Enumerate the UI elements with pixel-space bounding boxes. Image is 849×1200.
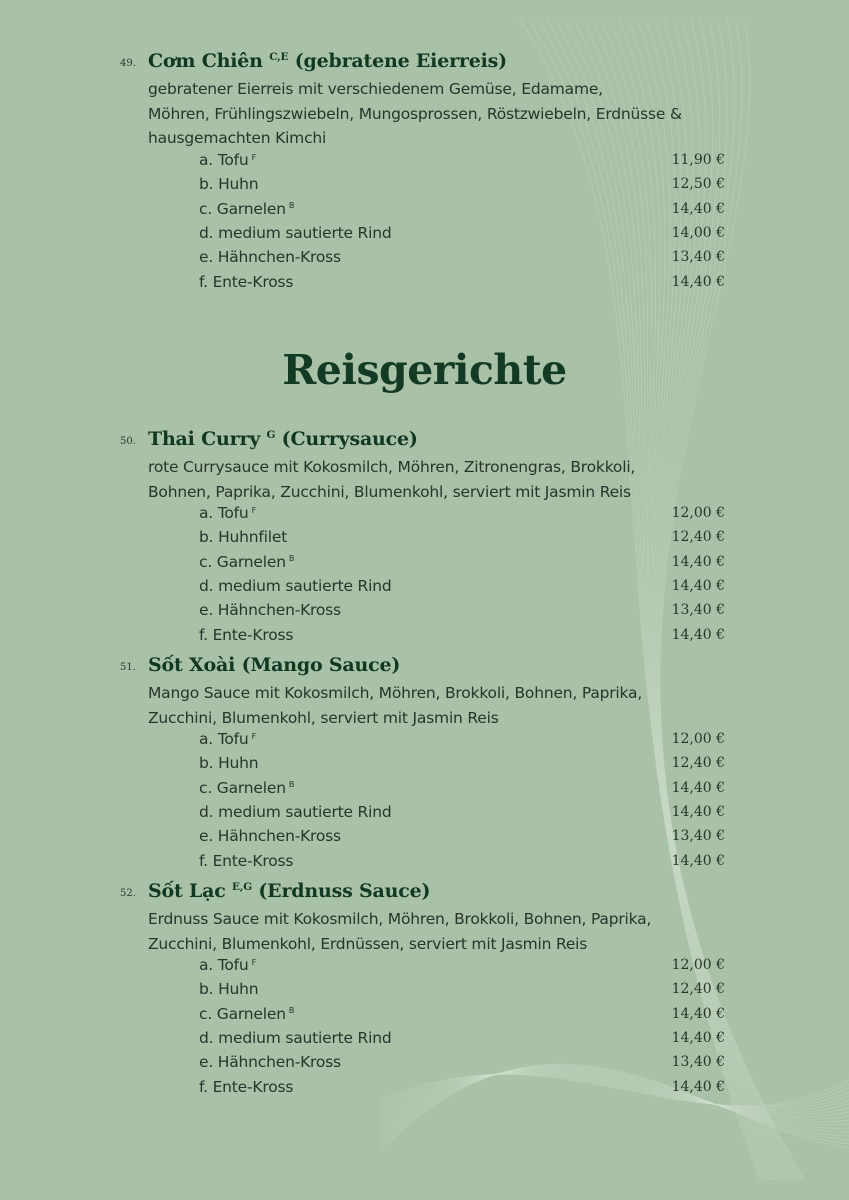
option-price: 12,00 € xyxy=(671,505,725,521)
option-allergen: F xyxy=(251,731,256,741)
option-label xyxy=(199,525,287,549)
option-label xyxy=(199,1002,294,1026)
option-row xyxy=(0,849,849,873)
item-name: Cơm Chiên xyxy=(148,50,263,72)
allergen-codes: E,G xyxy=(232,881,252,894)
option-row xyxy=(0,172,849,196)
option-price: 11,90 € xyxy=(671,152,725,168)
item-title xyxy=(148,50,507,72)
option-label xyxy=(199,977,258,1001)
option-row xyxy=(0,598,849,622)
option-price: 12,50 € xyxy=(671,176,725,193)
option-row xyxy=(0,776,849,800)
option-label xyxy=(199,727,256,751)
option-allergen: F xyxy=(251,152,256,162)
menu-item-header xyxy=(0,50,849,80)
option-label xyxy=(199,501,256,525)
option-price: 13,40 € xyxy=(671,602,725,619)
option-allergen: B xyxy=(288,780,295,790)
item-name: Sốt Xoài xyxy=(148,654,236,676)
option-label xyxy=(199,776,294,800)
option-row xyxy=(0,800,849,824)
option-price: 14,40 € xyxy=(671,1029,725,1046)
option-allergen: F xyxy=(251,505,256,515)
option-price: 14,40 € xyxy=(671,273,725,290)
item-subtitle: (gebratene Eierreis) xyxy=(294,50,507,72)
item-name: Thai Curry xyxy=(148,428,261,450)
item-subtitle: (Erdnuss Sauce) xyxy=(258,880,431,902)
option-price: 14,40 € xyxy=(671,803,725,820)
item-number: 49. xyxy=(120,58,136,69)
option-name: c. Garnelen xyxy=(199,199,286,218)
option-row xyxy=(0,501,849,525)
description-line: hausgemachten Kimchi xyxy=(148,129,327,147)
option-label xyxy=(199,148,256,172)
option-label xyxy=(199,1075,293,1099)
item-title xyxy=(148,428,418,450)
option-row xyxy=(0,727,849,751)
option-name: a. Tofu xyxy=(199,504,249,522)
option-label xyxy=(199,574,392,598)
option-name: d. medium sautierte Rind xyxy=(199,802,392,821)
option-name: f. Ente-Kross xyxy=(199,1077,294,1096)
option-name: f. Ente-Kross xyxy=(199,851,294,870)
option-row xyxy=(0,525,849,549)
option-label xyxy=(199,245,341,269)
item-subtitle: (Currysauce) xyxy=(281,428,418,450)
option-row xyxy=(0,1002,849,1026)
option-name: e. Hähnchen-Kross xyxy=(199,601,341,620)
item-description xyxy=(148,681,748,730)
option-row xyxy=(0,1026,849,1050)
option-label xyxy=(199,849,293,873)
option-price: 13,40 € xyxy=(671,1054,725,1071)
option-name: c. Garnelen xyxy=(199,552,286,571)
option-name: c. Garnelen xyxy=(199,1004,286,1023)
option-price: 14,40 € xyxy=(671,1005,725,1022)
option-allergen: B xyxy=(288,201,295,211)
option-row xyxy=(0,245,849,269)
option-price: 13,40 € xyxy=(671,249,725,266)
option-label xyxy=(199,1050,341,1074)
menu-item-header xyxy=(0,428,849,458)
option-allergen: B xyxy=(288,1006,295,1016)
option-label xyxy=(199,953,256,977)
option-row xyxy=(0,197,849,221)
option-name: d. medium sautierte Rind xyxy=(199,1028,392,1047)
option-label xyxy=(199,623,293,647)
description-line: rote Currysauce mit Kokosmilch, Möhren, Zitronengras, Brokkoli, xyxy=(148,458,636,476)
option-row xyxy=(0,824,849,848)
option-row xyxy=(0,977,849,1001)
option-price: 14,40 € xyxy=(671,553,725,570)
option-label xyxy=(199,800,392,824)
description-line: Mango Sauce mit Kokosmilch, Möhren, Brokkoli, Bohnen, Paprika, xyxy=(148,684,643,702)
section-heading-reisgerichte: Reisgerichte xyxy=(282,346,567,394)
option-row xyxy=(0,550,849,574)
option-row xyxy=(0,1050,849,1074)
option-price: 14,40 € xyxy=(671,577,725,594)
item-number: 51. xyxy=(120,662,136,673)
option-name: d. medium sautierte Rind xyxy=(199,576,392,595)
option-name: f. Ente-Kross xyxy=(199,625,294,644)
option-name: e. Hähnchen-Kross xyxy=(199,248,341,267)
option-label xyxy=(199,172,258,196)
option-row xyxy=(0,574,849,598)
option-name: b. Huhn xyxy=(199,980,259,999)
option-allergen: B xyxy=(288,554,295,564)
description-line: gebratener Eierreis mit verschiedenem Gemüse, Edamame, xyxy=(148,80,603,98)
description-line: Erdnuss Sauce mit Kokosmilch, Möhren, Brokkoli, Bohnen, Paprika, xyxy=(148,910,652,928)
description-line: Möhren, Frühlingszwiebeln, Mungosprossen, Röstzwiebeln, Erdnüsse & xyxy=(148,104,682,123)
item-description xyxy=(148,77,748,151)
option-row xyxy=(0,1075,849,1099)
option-label xyxy=(199,598,341,622)
menu-item-header xyxy=(0,880,849,910)
item-number: 52. xyxy=(120,888,136,899)
item-number: 50. xyxy=(120,436,136,447)
option-label xyxy=(199,1026,392,1050)
allergen-codes: G xyxy=(266,429,276,442)
option-row xyxy=(0,148,849,172)
option-name: c. Garnelen xyxy=(199,778,286,797)
option-row xyxy=(0,623,849,647)
option-price: 14,40 € xyxy=(671,852,725,869)
item-title xyxy=(148,880,430,902)
option-label xyxy=(199,824,341,848)
option-price: 14,40 € xyxy=(671,1078,725,1095)
description-line: Bohnen, Paprika, Zucchini, Blumenkohl, serviert mit Jasmin Reis xyxy=(148,482,631,501)
option-price: 12,40 € xyxy=(671,529,725,546)
option-name: b. Huhnfilet xyxy=(199,528,288,547)
option-allergen: F xyxy=(251,957,256,967)
item-name: Sốt Lạc xyxy=(148,880,226,902)
item-description xyxy=(148,907,748,956)
item-subtitle: (Mango Sauce) xyxy=(241,654,401,676)
option-price: 14,40 € xyxy=(671,626,725,643)
option-name: a. Tofu xyxy=(199,730,249,748)
option-row xyxy=(0,751,849,775)
option-name: d. medium sautierte Rind xyxy=(199,223,392,242)
option-name: e. Hähnchen-Kross xyxy=(199,827,341,846)
description-line: Zucchini, Blumenkohl, serviert mit Jasmin Reis xyxy=(148,708,499,727)
option-label xyxy=(199,221,392,245)
option-row xyxy=(0,953,849,977)
option-price: 12,40 € xyxy=(671,981,725,998)
option-name: e. Hähnchen-Kross xyxy=(199,1053,341,1072)
description-line: Zucchini, Blumenkohl, Erdnüssen, serviert mit Jasmin Reis xyxy=(148,934,588,953)
option-label xyxy=(199,751,258,775)
option-price: 13,40 € xyxy=(671,828,725,845)
option-name: f. Ente-Kross xyxy=(199,272,294,291)
option-row xyxy=(0,270,849,294)
option-price: 14,40 € xyxy=(671,200,725,217)
option-label xyxy=(199,270,293,294)
option-name: a. Tofu xyxy=(199,956,249,974)
option-price: 12,00 € xyxy=(671,731,725,747)
option-price: 14,40 € xyxy=(671,779,725,796)
option-row xyxy=(0,221,849,245)
option-name: b. Huhn xyxy=(199,175,259,194)
item-title xyxy=(148,654,400,676)
option-name: a. Tofu xyxy=(199,151,249,169)
option-name: b. Huhn xyxy=(199,754,259,773)
option-price: 12,00 € xyxy=(671,957,725,973)
option-price: 12,40 € xyxy=(671,755,725,772)
menu-item-header xyxy=(0,654,849,684)
option-label xyxy=(199,550,294,574)
option-price: 14,00 € xyxy=(671,224,725,241)
option-label xyxy=(199,197,294,221)
allergen-codes: C,E xyxy=(269,51,289,64)
item-description xyxy=(148,455,748,504)
